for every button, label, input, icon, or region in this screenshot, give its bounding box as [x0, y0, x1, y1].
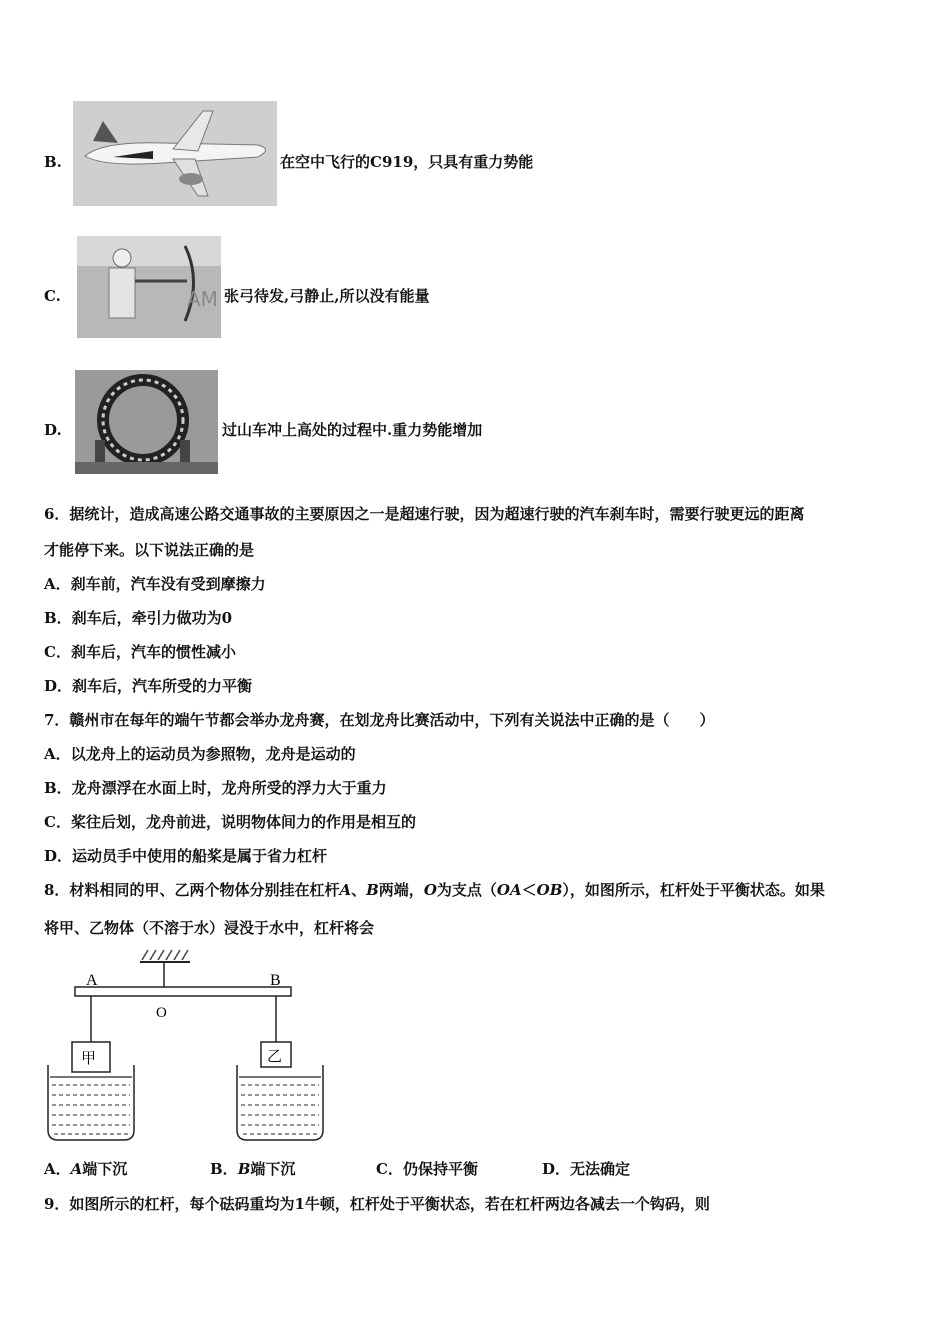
option-text: 张弓待发,弓静止,所以没有能量	[224, 287, 430, 305]
q8-option-a: A．A端下沉	[44, 1160, 128, 1178]
label-b: B	[270, 972, 281, 989]
q6-stem-line2: 才能停下来。以下说法正确的是	[44, 541, 255, 559]
q7-option-b: B．龙舟漂浮在水面上时，龙舟所受的浮力大于重力	[44, 779, 387, 797]
airplane-photo	[73, 101, 277, 206]
q8-stem-line2: 将甲、乙物体（不溶于水）浸没于水中，杠杆将会	[44, 919, 375, 937]
label-a: A	[86, 972, 98, 989]
option-text: 在空中飞行的C919，只具有重力势能	[280, 153, 534, 171]
option-label: C.	[44, 287, 61, 305]
label-o: O	[156, 1005, 167, 1021]
option-label: D.	[44, 421, 62, 439]
q7-stem: 7．赣州市在每年的端午节都会举办龙舟赛，在划龙舟比赛活动中，下列有关说法中正确的是（ ）	[44, 711, 715, 729]
q8-options	[44, 1159, 644, 1181]
q8-stem-line1: 8．材料相同的甲、乙两个物体分别挂在杠杆A、B两端，O为支点（OA＜OB），如图所示，杠杆处于平衡状态。如果	[44, 881, 825, 899]
q6-option-b: B．刹车后，牵引力做功为0	[44, 609, 233, 627]
q8-option-c: C．仍保持平衡	[376, 1160, 478, 1178]
q6-option-a: A．刹车前，汽车没有受到摩擦力	[44, 575, 266, 593]
block-a-label: 甲	[81, 1049, 97, 1067]
option-label: B.	[44, 153, 62, 171]
lever-figure	[40, 945, 330, 1145]
q6-option-d: D．刹车后，汽车所受的力平衡	[44, 677, 253, 695]
q9-stem: 9．如图所示的杠杆，每个砝码重均为1牛顿，杠杆处于平衡状态，若在杠杆两边各减去一个钩码，则	[44, 1195, 710, 1213]
q7-option-a: A．以龙舟上的运动员为参照物，龙舟是运动的	[44, 745, 356, 763]
q8-option-d: D．无法确定	[542, 1160, 631, 1178]
q6-stem-line1: 6．据统计，造成高速公路交通事故的主要原因之一是超速行驶，因为超速行驶的汽车刹车时，需要行驶更远的距离	[44, 505, 805, 523]
q7-option-d: D．运动员手中使用的船桨是属于省力杠杆	[44, 847, 328, 865]
archer-photo	[77, 236, 221, 338]
block-b-label: 乙	[267, 1047, 283, 1065]
q7-option-c: C．桨往后划，龙舟前进，说明物体间力的作用是相互的	[44, 813, 416, 831]
option-text: 过山车冲上高处的过程中.重力势能增加	[222, 421, 483, 439]
q6-option-c: C．刹车后，汽车的惯性减小	[44, 643, 236, 661]
q8-option-b: B．B端下沉	[210, 1160, 296, 1178]
rollercoaster-photo	[75, 370, 218, 474]
svg-text:AM: AM	[187, 287, 218, 311]
